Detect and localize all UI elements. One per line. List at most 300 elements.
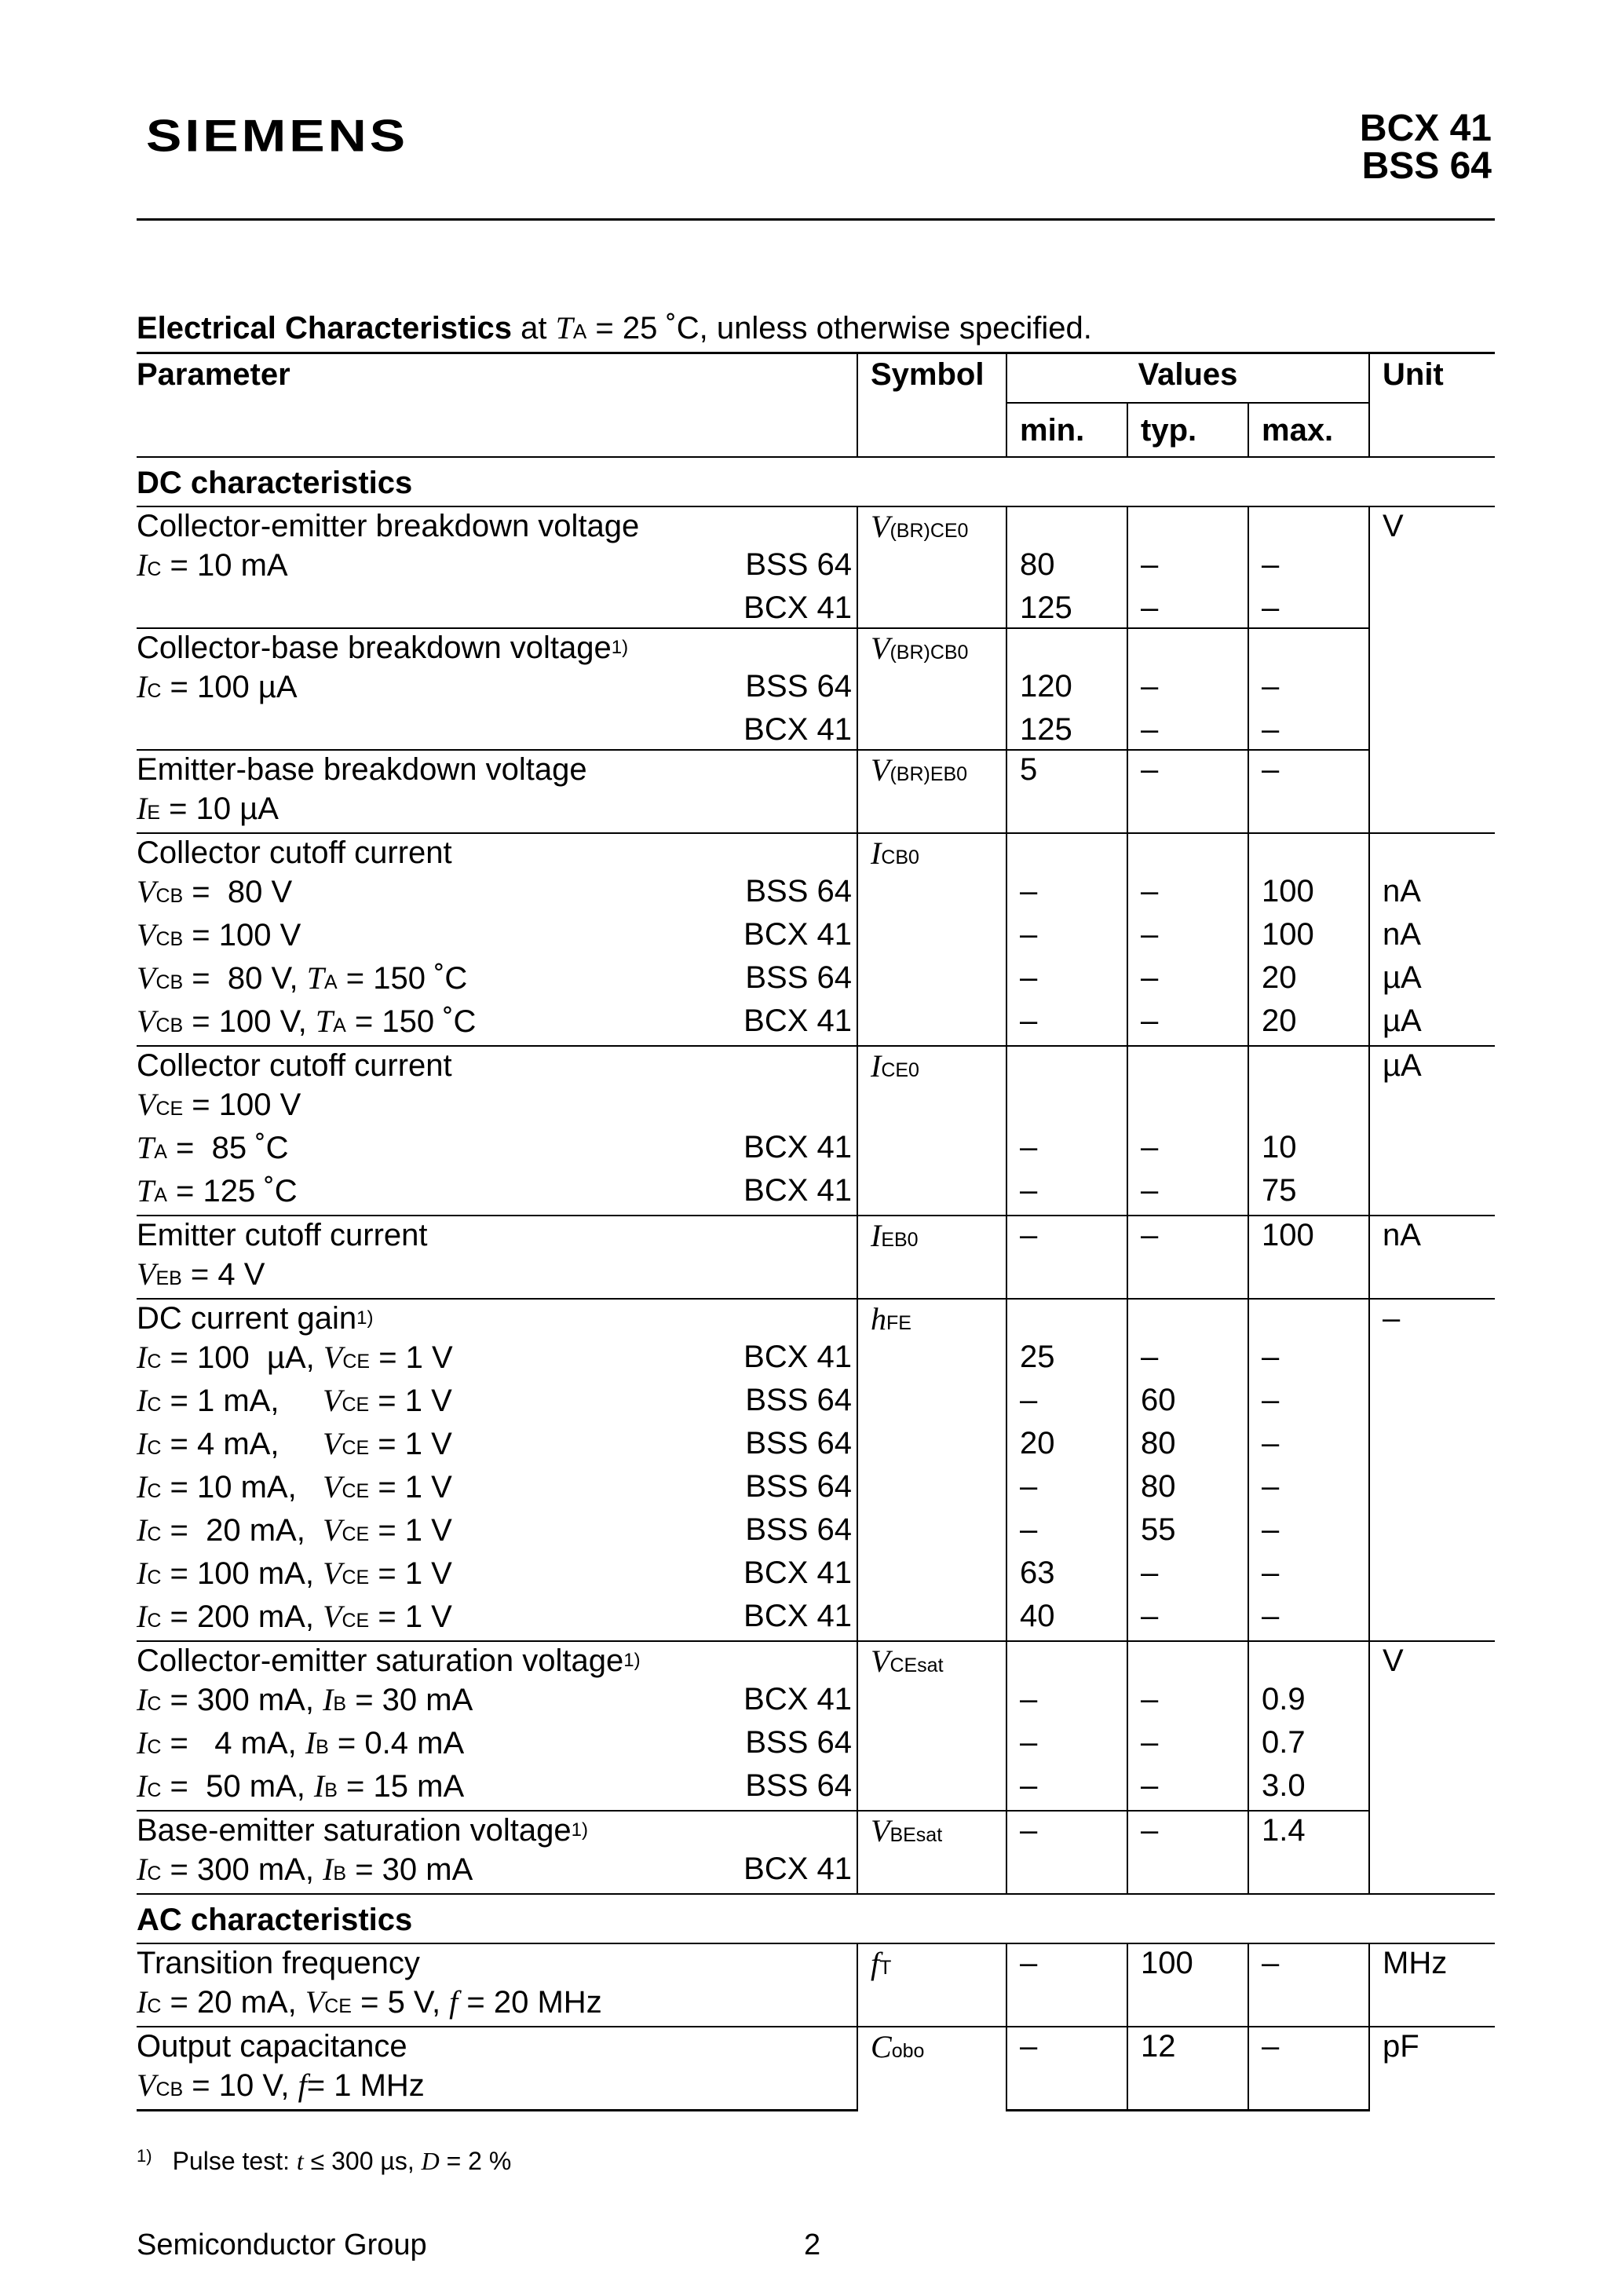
value-min	[1006, 1255, 1127, 1299]
cond-var: I	[137, 1682, 148, 1717]
value-min: –	[1006, 1172, 1127, 1216]
param-subrow	[137, 1424, 1495, 1468]
cond-var-sub: B	[333, 1863, 347, 1885]
param-line	[137, 959, 852, 1002]
value-typ	[1127, 628, 1248, 667]
condition	[137, 667, 309, 711]
cond-text: = 85 ˚C	[166, 1131, 289, 1165]
symbol-var: V	[871, 1643, 890, 1679]
param-subrow	[137, 1002, 1495, 1046]
cond-text: = 10 V,	[183, 2068, 298, 2103]
footnote-text-c: = 2 %	[439, 2147, 512, 2175]
cond-var: V	[137, 1256, 156, 1292]
cond-text: = 20 mA,	[161, 1985, 305, 2020]
cond-var: I	[137, 669, 148, 704]
symbol-var: f	[871, 1946, 880, 1981]
cond-text: = 30 mA	[346, 1683, 473, 1717]
param-line	[137, 546, 852, 589]
cond-var: I	[137, 1556, 148, 1591]
value-max: 1.4	[1248, 1811, 1369, 1850]
symbol-sub: CB0	[881, 846, 919, 868]
condition	[137, 1338, 464, 1381]
param-subrow	[137, 959, 1495, 1002]
part-label: BSS 64	[745, 1725, 852, 1760]
cond-text: = 125 ˚C	[166, 1174, 298, 1208]
cond-var: I	[313, 1768, 325, 1804]
condition	[137, 589, 148, 627]
value-typ: –	[1127, 959, 1248, 1002]
cond-text: = 100 V	[183, 918, 301, 952]
cond-var: I	[137, 1469, 148, 1504]
cond-var-sub: B	[316, 1736, 329, 1758]
value-min: –	[1006, 1943, 1127, 1983]
param-cond-cell	[137, 1255, 857, 1299]
value-typ	[1127, 1046, 1248, 1085]
param-name: Base-emitter saturation voltage	[137, 1813, 572, 1848]
param-line	[137, 1085, 852, 1128]
cond-text: = 300 mA,	[161, 1683, 323, 1717]
cond-var-sub: CB	[155, 928, 184, 950]
cond-var: V	[137, 2067, 156, 2103]
cond-var-sub: A	[154, 1141, 167, 1163]
condition	[137, 1468, 463, 1511]
value-min: –	[1006, 916, 1127, 959]
condition	[137, 1767, 475, 1810]
part-label: BCX 41	[743, 917, 852, 952]
cond-text: = 150 ˚C	[337, 961, 468, 996]
param-cond-cell	[137, 1767, 857, 1811]
characteristics-table-wrapper	[137, 352, 1495, 2111]
param-cond-cell	[137, 1128, 857, 1172]
cond-var: V	[137, 874, 156, 909]
value-min	[1006, 1085, 1127, 1128]
condition	[137, 916, 312, 959]
param-subrow	[137, 1172, 1495, 1216]
value-typ: –	[1127, 1811, 1248, 1850]
header-typ: typ.	[1127, 403, 1248, 457]
cond-text: = 300 mA,	[161, 1852, 323, 1887]
cond-var: I	[305, 1725, 316, 1760]
param-subrow	[137, 1597, 1495, 1641]
header-symbol: Symbol	[857, 353, 1006, 458]
param-cond-cell	[137, 2066, 857, 2111]
symbol-cell	[857, 833, 1006, 1046]
param-name: Emitter cutoff current	[137, 1218, 428, 1252]
param-cond-cell	[137, 1554, 857, 1597]
value-typ: –	[1127, 1554, 1248, 1597]
value-min: –	[1006, 1128, 1127, 1172]
param-name-cell	[137, 1216, 857, 1255]
cond-text: = 1 V	[369, 1384, 452, 1418]
value-max	[1248, 833, 1369, 872]
param-name-cell	[137, 1046, 857, 1085]
param-name: Output capacitance	[137, 2029, 407, 2064]
siemens-logo: SIEMENS	[146, 110, 409, 162]
value-max: 0.7	[1248, 1724, 1369, 1767]
cond-var: V	[137, 960, 156, 996]
part-label: BSS 64	[745, 1426, 852, 1461]
cond-var-sub: CB	[155, 971, 184, 993]
value-typ: –	[1127, 1216, 1248, 1255]
part-label: BSS 64	[745, 1383, 852, 1417]
header-min: min.	[1006, 403, 1127, 457]
value-max: –	[1248, 2027, 1369, 2066]
cond-var-sub: CE	[155, 1098, 184, 1120]
cond-var-sub: C	[147, 1523, 162, 1545]
part-label: BSS 64	[745, 669, 852, 704]
symbol-sub: CE0	[881, 1059, 919, 1081]
value-min: –	[1006, 1811, 1127, 1850]
param-cond-cell	[137, 1597, 857, 1641]
param-row	[137, 1046, 1495, 1085]
condition	[137, 1511, 463, 1554]
param-subrow	[137, 1468, 1495, 1511]
value-typ	[1127, 1850, 1248, 1894]
value-max	[1248, 506, 1369, 546]
param-name-cell	[137, 2027, 857, 2066]
value-max: 100	[1248, 1216, 1369, 1255]
param-line	[137, 1424, 852, 1468]
param-name: Transition frequency	[137, 1946, 420, 1980]
param-cond-cell	[137, 1724, 857, 1767]
param-line	[137, 2066, 852, 2109]
param-cond-cell	[137, 1511, 857, 1554]
param-name: Collector-emitter saturation voltage	[137, 1643, 624, 1678]
param-subrow	[137, 1511, 1495, 1554]
part-label: BCX 41	[743, 1852, 852, 1886]
symbol-sub: EB0	[881, 1229, 919, 1251]
condition	[137, 2066, 436, 2109]
cond-text: = 100 V,	[183, 1004, 316, 1039]
param-subrow	[137, 1255, 1495, 1299]
param-subrow	[137, 916, 1495, 959]
param-line	[137, 1850, 852, 1893]
part-label: BSS 64	[745, 1469, 852, 1504]
cond-var-sub: A	[154, 1184, 167, 1206]
param-cond-cell	[137, 711, 857, 750]
unit-cell: V	[1369, 1641, 1495, 1894]
param-row	[137, 750, 1495, 789]
value-typ: 55	[1127, 1511, 1248, 1554]
cond-text: = 100 V	[183, 1088, 301, 1122]
param-subrow	[137, 2066, 1495, 2111]
value-min	[1006, 1641, 1127, 1680]
param-name-cell	[137, 750, 857, 789]
value-max: –	[1248, 1468, 1369, 1511]
param-line	[137, 1511, 852, 1554]
param-subrow	[137, 1983, 1495, 2027]
param-line	[137, 711, 852, 749]
value-max	[1248, 1255, 1369, 1299]
param-subrow	[137, 1554, 1495, 1597]
value-max: –	[1248, 750, 1369, 789]
symbol-sub: (BR)CB0	[890, 642, 969, 664]
cond-var: I	[137, 1725, 148, 1760]
param-line	[137, 872, 852, 916]
param-name: Collector cutoff current	[137, 835, 452, 870]
value-typ	[1127, 506, 1248, 546]
part-label: BCX 41	[743, 1682, 852, 1717]
condition	[137, 711, 148, 749]
value-max: –	[1248, 711, 1369, 750]
cond-var: I	[137, 1768, 148, 1804]
value-max	[1248, 1641, 1369, 1680]
header-row-1	[137, 353, 1495, 404]
value-min: –	[1006, 1511, 1127, 1554]
part-label: BCX 41	[743, 1599, 852, 1633]
param-name-cell	[137, 506, 857, 546]
cond-var-sub: C	[147, 1693, 162, 1715]
condition	[137, 1680, 484, 1724]
part-label: BCX 41	[743, 1556, 852, 1590]
footnote-text-b: ≤ 300 µs,	[303, 2147, 422, 2175]
value-min: –	[1006, 1381, 1127, 1424]
unit-cell: –	[1369, 1299, 1495, 1641]
cond-text: = 4 mA,	[161, 1726, 305, 1760]
param-cond-cell	[137, 546, 857, 589]
value-min: 63	[1006, 1554, 1127, 1597]
param-row	[137, 833, 1495, 872]
footnote	[137, 2147, 511, 2176]
cond-var-sub: CE	[342, 1351, 371, 1373]
value-max: 100	[1248, 916, 1369, 959]
symbol-cell	[857, 1943, 1006, 2027]
param-row	[137, 1641, 1495, 1680]
cond-var: I	[137, 1340, 148, 1375]
value-min	[1006, 1983, 1127, 2027]
param-line	[137, 789, 852, 832]
cond-text: = 1 V	[369, 1600, 452, 1634]
value-typ: –	[1127, 1597, 1248, 1641]
cond-var: I	[137, 547, 148, 583]
cond-var: T	[137, 1130, 155, 1165]
cond-var: I	[323, 1852, 334, 1887]
cond-text: = 200 mA,	[161, 1600, 323, 1634]
param-line	[137, 1554, 852, 1597]
param-subrow	[137, 1338, 1495, 1381]
cond-var-sub: CE	[342, 1523, 370, 1545]
cond-var-sub: CE	[342, 1437, 370, 1459]
param-cond-cell	[137, 1983, 857, 2027]
param-line	[137, 1128, 852, 1172]
param-subrow	[137, 1724, 1495, 1767]
value-min: 125	[1006, 589, 1127, 628]
header-max: max.	[1248, 403, 1369, 457]
value-max	[1248, 1850, 1369, 1894]
cond-text: = 10 µA	[160, 792, 279, 826]
condition	[137, 789, 290, 832]
condition	[137, 1850, 484, 1893]
symbol-sub: T	[879, 1957, 892, 1979]
symbol-cell	[857, 1046, 1006, 1216]
symbol-sub: (BR)CE0	[890, 520, 969, 542]
cond-text: = 0.4 mA	[328, 1726, 465, 1760]
value-typ: –	[1127, 872, 1248, 916]
footer-company: Semiconductor Group	[137, 2228, 427, 2261]
param-subrow	[137, 667, 1495, 711]
param-subrow	[137, 546, 1495, 589]
condition	[137, 1002, 487, 1045]
part-label: BSS 64	[745, 960, 852, 995]
footnote-d: D	[421, 2147, 440, 2175]
value-max: –	[1248, 1943, 1369, 1983]
title-at: at	[512, 311, 556, 345]
param-row	[137, 1811, 1495, 1850]
footnote-ref: 1)	[571, 1819, 588, 1841]
unit-cell	[1369, 833, 1495, 872]
cond-var-sub: CE	[342, 1480, 370, 1502]
value-min: –	[1006, 1767, 1127, 1811]
condition	[137, 1554, 463, 1597]
value-typ: –	[1127, 711, 1248, 750]
value-max: –	[1248, 1597, 1369, 1641]
value-max	[1248, 1983, 1369, 2027]
param-cond-cell	[137, 1002, 857, 1046]
cond-var-sub: C	[147, 1610, 162, 1632]
footnote-ref: 1)	[623, 1650, 641, 1671]
cond-var: V	[323, 1340, 343, 1375]
param-line	[137, 1597, 852, 1640]
cond-var-sub: A	[333, 1015, 346, 1036]
value-min	[1006, 1850, 1127, 1894]
symbol-cell	[857, 1641, 1006, 1811]
unit-cell: µA	[1369, 959, 1495, 1002]
value-max: –	[1248, 667, 1369, 711]
title-symbol-sub: A	[572, 320, 587, 343]
page-number: 2	[804, 2228, 821, 2261]
cond-var: V	[323, 1383, 342, 1418]
cond-text: = 100 µA,	[161, 1340, 323, 1375]
param-name-cell	[137, 1641, 857, 1680]
section-title: AC characteristics	[137, 1894, 1495, 1943]
condition	[137, 1128, 299, 1172]
cond-var: T	[137, 1173, 155, 1208]
condition	[137, 1724, 475, 1767]
unit-cell: V	[1369, 506, 1495, 833]
value-max: –	[1248, 1338, 1369, 1381]
param-line	[137, 589, 852, 627]
header-parameter: Parameter	[137, 353, 857, 458]
cond-text: = 150 ˚C	[345, 1004, 477, 1039]
symbol-sub: CEsat	[890, 1654, 944, 1676]
value-max	[1248, 628, 1369, 667]
cond-text: = 1 V	[370, 1340, 453, 1375]
title-rest: = 25 ˚C, unless otherwise specified.	[586, 311, 1092, 345]
symbol-var: V	[871, 1813, 890, 1848]
condition	[137, 1255, 276, 1298]
value-typ: –	[1127, 667, 1248, 711]
symbol-var: V	[871, 752, 890, 788]
value-min	[1006, 506, 1127, 546]
cond-text: = 1 V	[369, 1513, 452, 1548]
cond-text: = 4 V	[181, 1257, 265, 1292]
param-subrow	[137, 1381, 1495, 1424]
param-cond-cell	[137, 872, 857, 916]
value-typ	[1127, 1085, 1248, 1128]
symbol-var: I	[871, 1218, 882, 1253]
param-name-cell	[137, 833, 857, 872]
value-max: –	[1248, 1554, 1369, 1597]
cond-text: = 1 V	[369, 1470, 452, 1504]
cond-var-sub: C	[147, 558, 162, 580]
value-max: 3.0	[1248, 1767, 1369, 1811]
characteristics-table	[137, 352, 1495, 2111]
param-cond-cell	[137, 1338, 857, 1381]
cond-var-sub: CE	[342, 1394, 370, 1416]
symbol-cell	[857, 1216, 1006, 1299]
param-line	[137, 1767, 852, 1810]
cond-text: = 15 mA	[337, 1769, 465, 1804]
cond-var: V	[137, 1004, 156, 1039]
cond-var-sub: C	[147, 1480, 162, 1502]
part-label: BCX 41	[743, 1173, 852, 1208]
param-cond-cell	[137, 667, 857, 711]
param-line	[137, 1338, 852, 1381]
value-typ	[1127, 833, 1248, 872]
value-min	[1006, 2066, 1127, 2111]
symbol-cell	[857, 1299, 1006, 1641]
symbol-sub: BEsat	[890, 1824, 943, 1846]
param-line	[137, 1381, 852, 1424]
value-min	[1006, 833, 1127, 872]
param-name-cell	[137, 1811, 857, 1850]
symbol-var: I	[871, 1048, 882, 1084]
param-line	[137, 1172, 852, 1215]
cond-var-sub: CB	[155, 2078, 184, 2100]
param-subrow	[137, 711, 1495, 750]
part-number: BCX 41	[1359, 108, 1492, 149]
cond-var: V	[137, 1087, 156, 1122]
value-typ: –	[1127, 1767, 1248, 1811]
value-typ	[1127, 2066, 1248, 2111]
param-cond-cell	[137, 589, 857, 628]
cond-var-sub: CE	[324, 1995, 352, 2017]
value-min	[1006, 789, 1127, 833]
part-label: BSS 64	[745, 1512, 852, 1547]
value-max	[1248, 1299, 1369, 1338]
unit-cell: nA	[1369, 872, 1495, 916]
cond-var: I	[137, 1984, 148, 2020]
part-label: BSS 64	[745, 874, 852, 909]
value-typ	[1127, 1641, 1248, 1680]
part-label: BCX 41	[743, 1130, 852, 1164]
value-typ: –	[1127, 1680, 1248, 1724]
cond-var-sub: C	[147, 1567, 162, 1589]
cond-var: V	[323, 1512, 342, 1548]
condition	[137, 1983, 613, 2026]
unit-cell: pF	[1369, 2027, 1495, 2111]
value-typ: –	[1127, 1002, 1248, 1046]
cond-text: = 1 mA,	[161, 1384, 323, 1418]
value-min: –	[1006, 872, 1127, 916]
value-max	[1248, 789, 1369, 833]
value-typ: –	[1127, 1128, 1248, 1172]
param-row	[137, 1216, 1495, 1255]
value-min: 125	[1006, 711, 1127, 750]
value-max: –	[1248, 589, 1369, 628]
cond-text: = 1 V	[369, 1556, 452, 1591]
symbol-cell	[857, 2027, 1006, 2111]
cond-var-sub: CB	[155, 1015, 184, 1036]
param-name: Collector cutoff current	[137, 1048, 452, 1083]
value-min: 25	[1006, 1338, 1127, 1381]
value-typ: –	[1127, 916, 1248, 959]
part-numbers	[1360, 110, 1492, 185]
cond-text: = 10 mA,	[161, 1470, 323, 1504]
cond-text: = 100 mA,	[161, 1556, 323, 1591]
value-typ	[1127, 1255, 1248, 1299]
cond-text: = 1 MHz	[306, 2068, 425, 2103]
